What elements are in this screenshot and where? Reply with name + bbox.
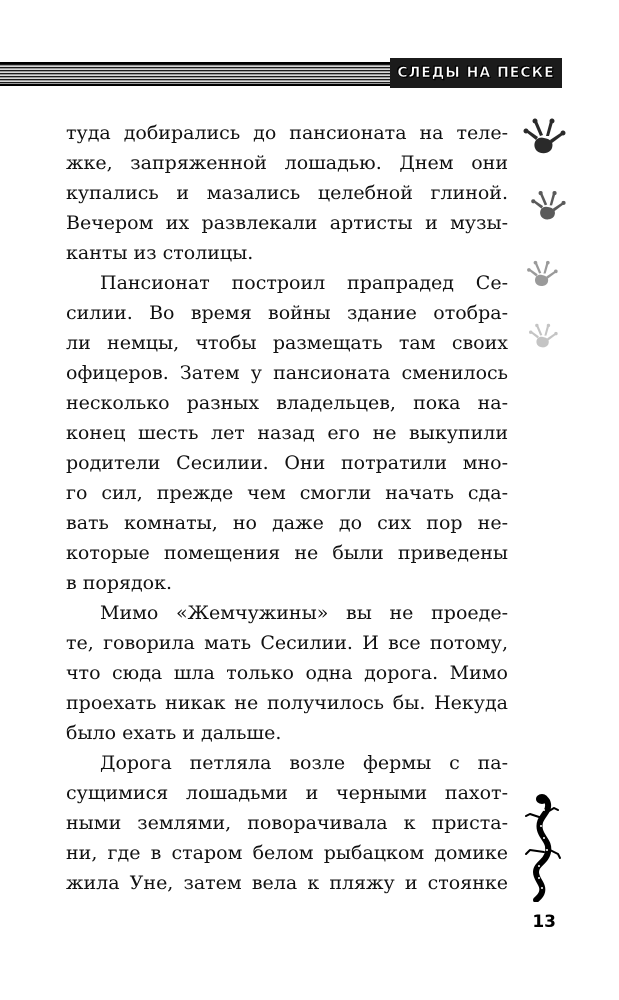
text-line: сущимися лошадьми и черными пахот- bbox=[66, 782, 508, 804]
text-line: конец шесть лет назад его не выкупили bbox=[66, 422, 508, 444]
paragraph bbox=[66, 268, 508, 598]
text-line: вать комнаты, но даже до сих пор не- bbox=[66, 512, 508, 534]
text-line: что сюда шла только одна дорога. Мимо bbox=[66, 662, 508, 684]
text-line: ными землями, поворачивала к приста- bbox=[66, 812, 508, 834]
text-line: жке, запряженной лошадью. Днем они bbox=[66, 152, 508, 174]
paragraph bbox=[66, 598, 508, 748]
text-line: те, говорила мать Сесилии. И все потому, bbox=[66, 632, 508, 654]
running-header-title: СЛЕДЫ НА ПЕСКЕ bbox=[397, 65, 555, 81]
text-line: которые помещения не были приведены bbox=[66, 542, 508, 564]
footprint-icon bbox=[526, 260, 558, 290]
footprint-icon bbox=[530, 190, 566, 224]
running-header bbox=[0, 58, 562, 88]
text-line: го сил, прежде чем смогли начать сда- bbox=[66, 482, 508, 504]
text-line: Вечером их развлекали артисты и музы- bbox=[66, 212, 508, 234]
text-line: ли немцы, чтобы размещать там своих bbox=[66, 332, 508, 354]
text-line: Дорога петляла возле фермы с па- bbox=[100, 752, 508, 774]
text-line: родители Сесилии. Они потратили мно- bbox=[66, 452, 508, 474]
footprint-icon bbox=[528, 322, 558, 352]
paragraph bbox=[66, 748, 508, 898]
text-line: было ехать и дальше. bbox=[66, 722, 282, 744]
text-line: силии. Во время войны здание отобра- bbox=[66, 302, 508, 324]
paragraph bbox=[66, 118, 508, 268]
page-number: 13 bbox=[532, 912, 556, 932]
text-line: в порядок. bbox=[66, 572, 173, 594]
text-line: проехать никак не получилось бы. Некуда bbox=[66, 692, 508, 714]
lizard-icon bbox=[520, 792, 564, 902]
text-line: ни, где в старом белом рыбацком домике bbox=[66, 842, 508, 864]
footprint-icon bbox=[522, 118, 566, 158]
header-title-box bbox=[390, 58, 562, 88]
text-line: купались и мазались целебной глиной. bbox=[66, 182, 508, 204]
text-column bbox=[66, 118, 508, 898]
text-line: несколько разных владельцев, пока на- bbox=[66, 392, 508, 414]
text-line: туда добирались до пансионата на теле- bbox=[66, 122, 508, 144]
text-line: Пансионат построил прапрадед Се- bbox=[100, 272, 508, 294]
text-line: канты из столицы. bbox=[66, 242, 254, 264]
text-line: офицеров. Затем у пансионата сменилось bbox=[66, 362, 508, 384]
text-line: жила Уне, затем вела к пляжу и стоянке bbox=[66, 872, 508, 894]
text-line: Мимо «Жемчужины» вы не проеде- bbox=[100, 602, 508, 624]
